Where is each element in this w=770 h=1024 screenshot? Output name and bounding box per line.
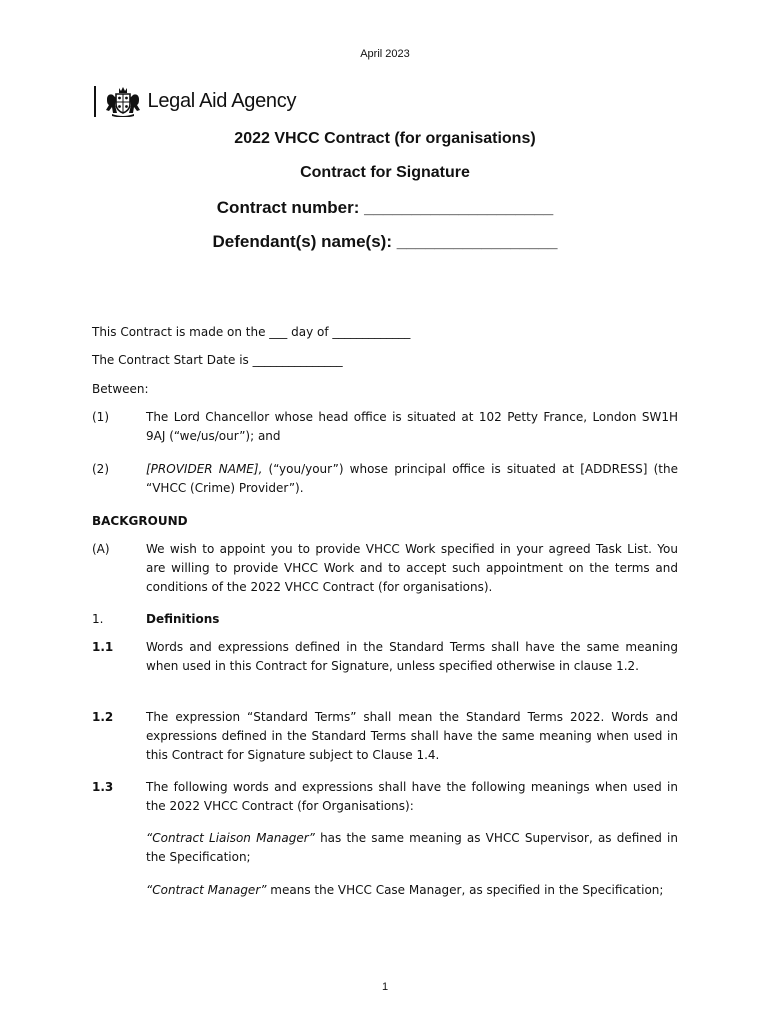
party-text: [146, 460, 678, 498]
document-subtitle: Contract for Signature: [300, 164, 470, 181]
party-item: [92, 460, 678, 498]
party-text: The Lord Chancellor whose head office is situated at 102 Petty France, London SW1H 9AJ (“we/us/our”); and: [146, 410, 678, 443]
definitions-heading-row: [92, 610, 678, 629]
clause-item: [92, 708, 678, 765]
background-heading: BACKGROUND: [92, 514, 188, 528]
header-date: April 2023: [360, 48, 410, 60]
section-number: 1.: [92, 612, 104, 626]
clause-text: The expression “Standard Terms” shall mean the Standard Terms 2022. Words and expressions defined in the Standard Terms shall have the same meaning when used in this Contract for Signature subject to Clause 1.4.: [146, 710, 678, 762]
defined-term: “Contract Liaison Manager”: [146, 831, 315, 845]
party-number: (2): [92, 462, 109, 476]
contract-number-line: Contract number: ____________________: [216, 198, 554, 217]
background-item-number: (A): [92, 542, 110, 556]
made-on-line: This Contract is made on the ___ day of _____________: [92, 325, 411, 339]
logo-divider: [94, 86, 96, 117]
between-label: Between:: [92, 382, 149, 396]
page-number: 1: [381, 981, 389, 993]
clause-text: The following words and expressions shall have the following meanings when used in the 2022 VHCC Contract (for Organisations):: [146, 780, 678, 813]
clause-number: 1.3: [92, 780, 114, 794]
party-description: (“you/your”) whose principal office is situated at [ADDRESS] (the “VHCC (Crime) Provider”).: [146, 462, 678, 495]
agency-logo: [94, 84, 296, 118]
provider-name-placeholder: [PROVIDER NAME],: [146, 462, 263, 476]
agency-name: Legal Aid Agency: [147, 89, 297, 112]
definitions-heading: Definitions: [146, 612, 220, 626]
definition-text: means the VHCC Case Manager, as specified in the Specification;: [266, 883, 664, 897]
clause-item: [92, 638, 678, 676]
clause-number: 1.1: [92, 640, 114, 654]
party-item: [92, 408, 678, 446]
party-number: (1): [92, 410, 109, 424]
background-item-text: We wish to appoint you to provide VHCC Work specified in your agreed Task List. You are willing to provide VHCC Work and to accept such appointment on the terms and conditions of the 2022 VHCC Contract (for organisations).: [146, 542, 678, 594]
definition-entry: [146, 881, 678, 900]
defendants-line: Defendant(s) name(s): _________________: [212, 232, 558, 251]
start-date-line: The Contract Start Date is _______________: [92, 353, 343, 367]
clause-item: [92, 778, 678, 816]
definition-text: has the same meaning as VHCC Supervisor, as defined in the Specification;: [146, 831, 678, 864]
definition-entry: [146, 829, 678, 867]
clause-number: 1.2: [92, 710, 114, 724]
background-item: [92, 540, 678, 597]
defined-term: “Contract Manager”: [146, 883, 267, 897]
clause-text: Words and expressions defined in the Standard Terms shall have the same meaning when used in this Contract for Signature, unless specified otherwise in clause 1.2.: [146, 640, 678, 673]
document-title: 2022 VHCC Contract (for organisations): [234, 130, 536, 147]
royal-crest-icon: [104, 85, 142, 117]
